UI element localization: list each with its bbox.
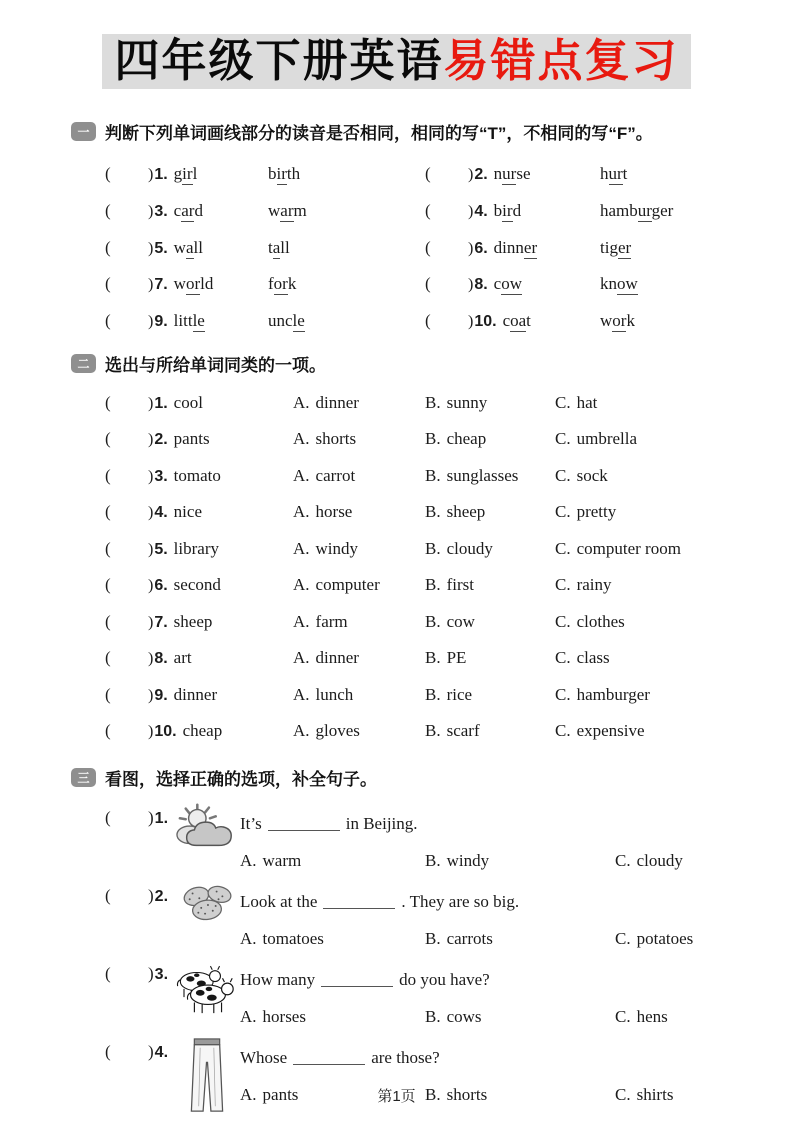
option-b: B. carrots bbox=[425, 928, 493, 948]
word-1: nurse bbox=[493, 164, 531, 184]
classify-item bbox=[105, 676, 723, 713]
phonics-item bbox=[105, 266, 425, 303]
answer-blank bbox=[323, 894, 395, 909]
word-1: coat bbox=[502, 310, 531, 330]
option-c: C. rainy bbox=[555, 575, 612, 595]
word-2: birth bbox=[268, 164, 301, 184]
classify-item bbox=[105, 530, 723, 567]
answer-paren-open: ( bbox=[425, 200, 431, 220]
option-a: A. farm bbox=[293, 611, 348, 631]
answer-paren-close: ) bbox=[468, 166, 474, 184]
underlined-letters: le bbox=[192, 310, 205, 330]
picture-questions bbox=[105, 802, 745, 1114]
underlined-letters: er bbox=[523, 237, 538, 257]
option-b: B. cows bbox=[425, 1006, 482, 1026]
word-1: little bbox=[173, 310, 205, 330]
classify-items bbox=[105, 384, 723, 749]
underlined-letters: ir bbox=[502, 200, 513, 220]
sun-cloud-icon bbox=[176, 802, 238, 852]
option-b: B. rice bbox=[425, 684, 473, 704]
word-1: wall bbox=[173, 237, 203, 257]
given-word: )9. dinner bbox=[148, 684, 218, 704]
classify-item bbox=[105, 384, 723, 421]
answer-paren-close: ) bbox=[148, 1042, 154, 1062]
page-title-row bbox=[0, 0, 793, 89]
classify-item bbox=[105, 421, 723, 458]
item-number: 8. bbox=[474, 276, 488, 294]
option-c: C. umbrella bbox=[555, 429, 638, 449]
phonics-item bbox=[425, 266, 717, 303]
item-number: )3. bbox=[148, 964, 169, 984]
answer-paren-open: ( bbox=[105, 575, 111, 595]
answer-paren-close: ) bbox=[468, 239, 474, 257]
answer-paren-open: ( bbox=[105, 611, 111, 631]
given-word: )1. cool bbox=[148, 392, 203, 412]
option-c: C. hens bbox=[615, 1006, 668, 1026]
underlined-letters: or bbox=[273, 274, 288, 294]
word-1: world bbox=[173, 274, 214, 294]
answer-paren-open: ( bbox=[105, 237, 111, 257]
page-title bbox=[102, 34, 690, 89]
item-number: 2. bbox=[474, 166, 488, 184]
option-a: A. dinner bbox=[293, 648, 359, 668]
potatoes-icon bbox=[176, 880, 238, 930]
option-b: B. cheap bbox=[425, 429, 487, 449]
option-b: B. cloudy bbox=[425, 538, 493, 558]
underlined-letters: ow bbox=[617, 274, 638, 294]
given-word: )7. sheep bbox=[148, 611, 213, 631]
answer-paren-open: ( bbox=[425, 310, 431, 330]
answer-paren-close: ) bbox=[148, 650, 154, 668]
phonics-item bbox=[105, 193, 425, 230]
option-b: B. shorts bbox=[425, 1084, 488, 1104]
option-a: A. horses bbox=[240, 1006, 306, 1026]
answer-paren-open: ( bbox=[105, 886, 111, 906]
word-pair bbox=[148, 274, 213, 294]
phonics-item bbox=[105, 303, 425, 340]
answer-paren-close: ) bbox=[148, 467, 154, 485]
sentence: Whose are those? bbox=[240, 1047, 440, 1067]
answer-paren-close: ) bbox=[148, 808, 154, 828]
word-2: work bbox=[600, 310, 635, 330]
given-word: )10. cheap bbox=[148, 721, 223, 741]
answer-paren-close: ) bbox=[468, 312, 474, 330]
underlined-letters: ur bbox=[608, 164, 623, 184]
picture-question bbox=[105, 802, 745, 879]
answer-paren-close: ) bbox=[148, 723, 154, 741]
option-b: B. scarf bbox=[425, 721, 480, 741]
item-number: 4. bbox=[154, 504, 168, 522]
answer-paren-open: ( bbox=[105, 502, 111, 522]
item-number: 1. bbox=[154, 166, 168, 184]
answer-blank bbox=[321, 972, 393, 987]
item-number: )4. bbox=[148, 1042, 169, 1062]
answer-paren-open: ( bbox=[425, 237, 431, 257]
word-1: cow bbox=[493, 274, 522, 294]
classify-item bbox=[105, 640, 723, 677]
phonics-item bbox=[425, 303, 717, 340]
section-three-icon: 三 bbox=[71, 768, 96, 787]
word-2: hurt bbox=[600, 164, 628, 184]
cows-icon bbox=[175, 958, 239, 1016]
option-b: B. sunny bbox=[425, 392, 488, 412]
sentence: How many do you have? bbox=[240, 969, 490, 989]
answer-paren-close: ) bbox=[148, 202, 154, 220]
given-word: )2. pants bbox=[148, 429, 210, 449]
answer-paren-open: ( bbox=[105, 429, 111, 449]
word-pair bbox=[468, 238, 537, 258]
word-pair bbox=[468, 311, 531, 331]
section-heading bbox=[71, 351, 793, 376]
item-number: 2. bbox=[154, 431, 168, 449]
item-number: 9. bbox=[154, 312, 168, 330]
option-c: C. computer room bbox=[555, 538, 681, 558]
word-pair bbox=[148, 201, 203, 221]
option-b: B. first bbox=[425, 575, 474, 595]
answer-paren-close: ) bbox=[148, 394, 154, 412]
option-c: C. expensive bbox=[555, 721, 645, 741]
word-pair bbox=[148, 164, 197, 184]
answer-paren-close: ) bbox=[148, 431, 154, 449]
option-b: B. cow bbox=[425, 611, 475, 631]
answer-paren-open: ( bbox=[105, 164, 111, 184]
item-number: 4. bbox=[474, 202, 488, 220]
answer-blank bbox=[268, 816, 340, 831]
word-2: uncle bbox=[268, 310, 305, 330]
answer-paren-open: ( bbox=[425, 164, 431, 184]
answer-paren-close: ) bbox=[148, 239, 154, 257]
option-c: C. clothes bbox=[555, 611, 625, 631]
option-a: A. shorts bbox=[293, 429, 357, 449]
section-phonics bbox=[0, 119, 793, 339]
option-c: C. sock bbox=[555, 465, 608, 485]
underlined-letters: a bbox=[272, 237, 281, 257]
option-c: C. pretty bbox=[555, 502, 617, 522]
word-2: fork bbox=[268, 274, 297, 294]
classify-item bbox=[105, 457, 723, 494]
option-c: C. hat bbox=[555, 392, 598, 412]
word-pair bbox=[468, 274, 522, 294]
page-number: 第1页 bbox=[377, 1088, 416, 1105]
item-number: 8. bbox=[154, 650, 168, 668]
phonics-items bbox=[105, 156, 717, 339]
underlined-letters: or bbox=[612, 310, 627, 330]
phonics-item bbox=[105, 229, 425, 266]
item-number: 6. bbox=[474, 239, 488, 257]
item-number: 5. bbox=[154, 540, 168, 558]
option-a: A. windy bbox=[293, 538, 359, 558]
option-c: C. shirts bbox=[615, 1084, 674, 1104]
title-black-text: 四年级下册英语 bbox=[114, 35, 444, 86]
given-word: )5. library bbox=[148, 538, 219, 558]
answer-paren-close: ) bbox=[148, 686, 154, 704]
answer-paren-close: ) bbox=[148, 276, 154, 294]
answer-paren-open: ( bbox=[105, 465, 111, 485]
title-red-text: 易错点复习 bbox=[443, 35, 679, 86]
word-1: dinner bbox=[493, 237, 538, 257]
picture-question bbox=[105, 958, 745, 1035]
word-2: hamburger bbox=[600, 200, 674, 220]
answer-paren-close: ) bbox=[148, 504, 154, 522]
section-heading bbox=[71, 765, 793, 790]
answer-paren-open: ( bbox=[425, 274, 431, 294]
underlined-letters: ur bbox=[502, 164, 517, 184]
option-a: A. computer bbox=[293, 575, 380, 595]
answer-paren-open: ( bbox=[105, 392, 111, 412]
word-2: know bbox=[600, 274, 638, 294]
option-b: B. PE bbox=[425, 648, 467, 668]
option-c: C. class bbox=[555, 648, 610, 668]
underlined-letters: ar bbox=[181, 200, 195, 220]
phonics-item bbox=[105, 156, 425, 193]
section-two-icon: 二 bbox=[71, 354, 96, 373]
underlined-letters: oa bbox=[510, 310, 527, 330]
option-c: C. potatoes bbox=[615, 928, 694, 948]
option-b: B. sheep bbox=[425, 502, 486, 522]
underlined-letters: ar bbox=[280, 200, 294, 220]
underlined-letters: a bbox=[185, 237, 194, 257]
item-number: 7. bbox=[154, 613, 168, 631]
option-a: A. pants bbox=[240, 1084, 299, 1104]
section-picture-choice bbox=[0, 765, 793, 1114]
option-a: A. gloves bbox=[293, 721, 360, 741]
option-a: A. warm bbox=[240, 850, 302, 870]
picture-question bbox=[105, 880, 745, 957]
item-number: 3. bbox=[154, 202, 168, 220]
phonics-item bbox=[425, 193, 717, 230]
answer-paren-open: ( bbox=[105, 538, 111, 558]
answer-paren-close: ) bbox=[468, 276, 474, 294]
underlined-letters: ir bbox=[276, 164, 287, 184]
section-three-title: 看图，选择正确的选项，补全句子。 bbox=[105, 770, 377, 790]
sentence: Look at the . They are so big. bbox=[240, 891, 520, 911]
word-pair bbox=[148, 311, 205, 331]
section-one-title: 判断下列单词画线部分的读音是否相同，相同的写“T”，不相同的写“F”。 bbox=[105, 123, 653, 143]
classify-item bbox=[105, 603, 723, 640]
item-number: 1. bbox=[154, 394, 168, 412]
item-number: 10. bbox=[154, 723, 177, 741]
answer-paren-open: ( bbox=[105, 648, 111, 668]
underlined-letters: er bbox=[617, 237, 632, 257]
answer-paren-open: ( bbox=[105, 721, 111, 741]
answer-paren-close: ) bbox=[148, 166, 154, 184]
word-1: bird bbox=[493, 200, 522, 220]
given-word: )4. nice bbox=[148, 502, 202, 522]
answer-paren-close: ) bbox=[148, 577, 154, 595]
item-number: 5. bbox=[154, 239, 168, 257]
word-2: tall bbox=[268, 237, 290, 257]
section-classify bbox=[0, 351, 793, 749]
item-number: 10. bbox=[474, 312, 497, 330]
answer-paren-open: ( bbox=[105, 274, 111, 294]
option-a: A. dinner bbox=[293, 392, 359, 412]
given-word: )8. art bbox=[148, 648, 192, 668]
answer-paren-open: ( bbox=[105, 808, 111, 828]
section-one-icon: 一 bbox=[71, 122, 96, 141]
answer-paren-close: ) bbox=[148, 613, 154, 631]
option-a: A. carrot bbox=[293, 465, 356, 485]
classify-item bbox=[105, 713, 723, 750]
word-2: tiger bbox=[600, 237, 632, 257]
phonics-item bbox=[425, 229, 717, 266]
word-1: card bbox=[173, 200, 203, 220]
option-b: B. windy bbox=[425, 850, 490, 870]
option-a: A. horse bbox=[293, 502, 353, 522]
underlined-letters: or bbox=[185, 274, 201, 294]
option-a: A. tomatoes bbox=[240, 928, 324, 948]
item-number: )2. bbox=[148, 886, 169, 906]
classify-item bbox=[105, 567, 723, 604]
answer-paren-close: ) bbox=[148, 312, 154, 330]
given-word: )3. tomato bbox=[148, 465, 221, 485]
word-pair bbox=[468, 164, 531, 184]
answer-paren-close: ) bbox=[148, 964, 154, 984]
answer-blank bbox=[293, 1050, 365, 1065]
answer-paren-open: ( bbox=[105, 200, 111, 220]
given-word: )6. second bbox=[148, 575, 221, 595]
section-two-title: 选出与所给单词同类的一项。 bbox=[105, 356, 326, 376]
option-b: B. sunglasses bbox=[425, 465, 519, 485]
word-1: girl bbox=[173, 164, 198, 184]
item-number: 6. bbox=[154, 577, 168, 595]
answer-paren-open: ( bbox=[105, 684, 111, 704]
answer-paren-close: ) bbox=[148, 886, 154, 906]
answer-paren-open: ( bbox=[105, 964, 111, 984]
underlined-letters: ow bbox=[501, 274, 522, 294]
word-pair bbox=[468, 201, 521, 221]
answer-paren-close: ) bbox=[468, 202, 474, 220]
item-number: )1. bbox=[148, 808, 169, 828]
answer-paren-open: ( bbox=[105, 1042, 111, 1062]
classify-item bbox=[105, 494, 723, 531]
underlined-letters: le bbox=[292, 310, 305, 330]
sentence: It’s in Beijing. bbox=[240, 813, 418, 833]
option-a: A. lunch bbox=[293, 684, 354, 704]
underlined-letters: ir bbox=[182, 164, 193, 184]
option-c: C. hamburger bbox=[555, 684, 650, 704]
answer-paren-close: ) bbox=[148, 540, 154, 558]
option-c: C. cloudy bbox=[615, 850, 683, 870]
underlined-letters: ur bbox=[637, 200, 652, 220]
word-pair bbox=[148, 238, 203, 258]
phonics-item bbox=[425, 156, 717, 193]
item-number: 7. bbox=[154, 276, 168, 294]
answer-paren-open: ( bbox=[105, 310, 111, 330]
item-number: 3. bbox=[154, 467, 168, 485]
item-number: 9. bbox=[154, 686, 168, 704]
section-heading bbox=[71, 119, 793, 144]
word-2: warm bbox=[268, 200, 307, 220]
